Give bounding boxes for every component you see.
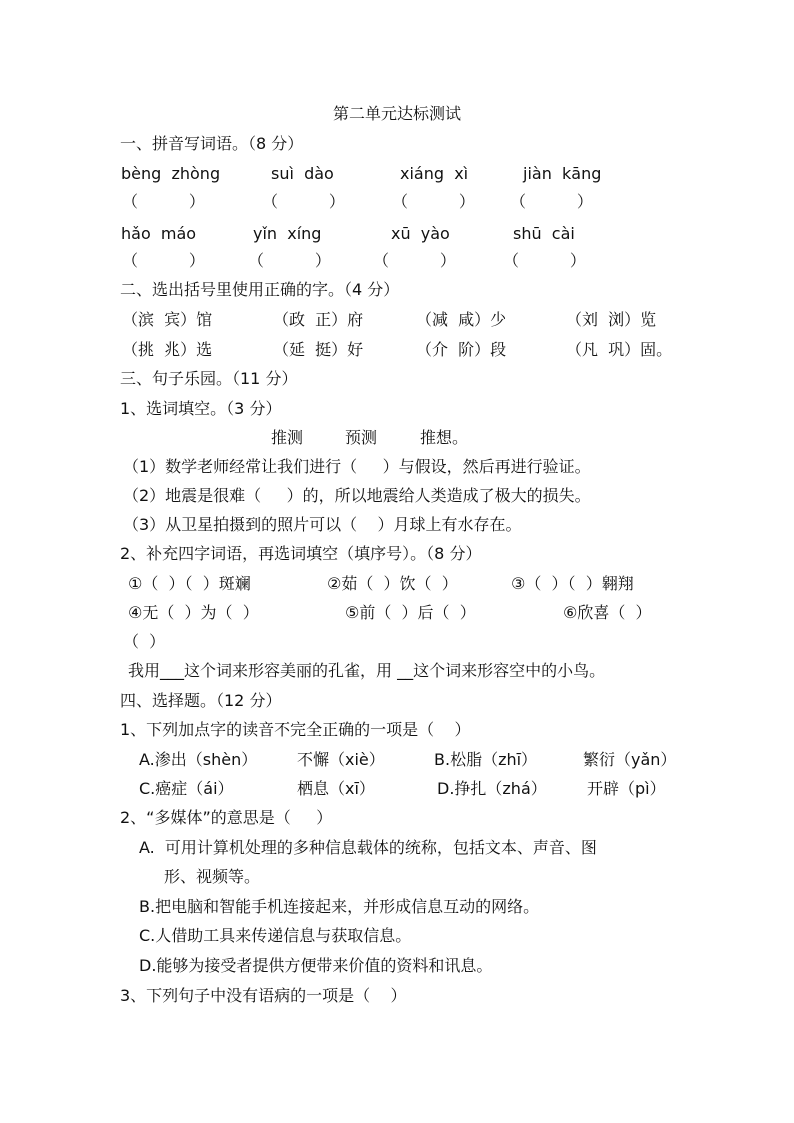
fill-sentence[interactable]: 我用___这个词来形容美丽的孔雀，用 __这个词来形容空中的小鸟。 bbox=[128, 661, 606, 680]
fill-sentence[interactable]: （3）从卫星拍摄到的照片可以（ ）月球上有水存在。 bbox=[123, 515, 522, 534]
char-choice[interactable]: （延 挺）好 bbox=[273, 340, 364, 359]
choice-option[interactable]: D.能够为接受者提供方便带来价值的资料和讯息。 bbox=[139, 956, 493, 975]
idiom-item[interactable]: （ ） bbox=[123, 632, 166, 651]
word-option: 推想。 bbox=[420, 428, 469, 447]
section2-heading: 二、选出括号里使用正确的字。（4 分） bbox=[120, 280, 400, 299]
idiom-item[interactable]: ①（ ）（ ）斑斓 bbox=[128, 574, 251, 593]
choice-option[interactable]: C.癌症（ái） bbox=[139, 779, 234, 798]
page-title: 第二单元达标测试 bbox=[332, 104, 461, 123]
question-1: 1、下列加点字的读音不完全正确的一项是（ ） bbox=[120, 720, 471, 739]
section4-heading: 四、选择题。（12 分） bbox=[120, 691, 282, 710]
fill-sentence[interactable]: （2）地震是很难（ ）的，所以地震给人类造成了极大的损失。 bbox=[123, 486, 591, 505]
answer-bracket[interactable]: （ ） bbox=[503, 251, 586, 270]
pinyin-3: xiáng xì bbox=[400, 164, 469, 183]
choice-option[interactable]: A. 可用计算机处理的多种信息载体的统称，包括文本、声音、图 bbox=[139, 838, 597, 857]
q1-heading: 1、选词填空。（3 分） bbox=[120, 399, 282, 418]
char-choice[interactable]: （介 阶）段 bbox=[416, 340, 507, 359]
char-choice[interactable]: （刘 浏）览 bbox=[566, 310, 657, 329]
choice-option[interactable]: 开辟（pì） bbox=[587, 779, 666, 798]
choice-option[interactable]: 繁衍（yǎn） bbox=[583, 750, 677, 769]
pinyin-2: suì dào bbox=[271, 164, 334, 183]
char-choice[interactable]: （政 正）府 bbox=[273, 310, 364, 329]
choice-option[interactable]: 栖息（xī） bbox=[297, 779, 375, 798]
idiom-item[interactable]: ②茹（ ）饮（ ） bbox=[327, 574, 458, 593]
choice-option-continued: 形、视频等。 bbox=[164, 867, 261, 886]
pinyin-4: jiàn kāng bbox=[523, 164, 602, 183]
answer-bracket[interactable]: （ ） bbox=[510, 192, 593, 211]
char-choice[interactable]: （挑 兆）选 bbox=[122, 340, 213, 359]
char-choice[interactable]: （滨 宾）馆 bbox=[122, 310, 213, 329]
section1-heading: 一、拼音写词语。（8 分） bbox=[120, 134, 304, 153]
q2-heading: 2、补充四字词语，再选词填空（填序号）。（8 分） bbox=[120, 544, 482, 563]
pinyin-1: bèng zhòng bbox=[121, 164, 221, 183]
section3-heading: 三、句子乐园。（11 分） bbox=[120, 369, 298, 388]
char-choice[interactable]: （凡 巩）固。 bbox=[566, 340, 673, 359]
answer-bracket[interactable]: （ ） bbox=[122, 251, 205, 270]
word-option: 推测 bbox=[271, 428, 304, 447]
question-3: 3、下列句子中没有语病的一项是（ ） bbox=[120, 986, 407, 1005]
char-choice[interactable]: （减 咸）少 bbox=[416, 310, 507, 329]
idiom-item[interactable]: ③（ ）（ ）翱翔 bbox=[511, 574, 634, 593]
answer-bracket[interactable]: （ ） bbox=[392, 192, 475, 211]
choice-option[interactable]: B.松脂（zhī） bbox=[434, 750, 538, 769]
idiom-item[interactable]: ⑤前（ ）后（ ） bbox=[345, 603, 476, 622]
choice-option[interactable]: B.把电脑和智能手机连接起来，并形成信息互动的网络。 bbox=[139, 897, 540, 916]
pinyin-8: shū cài bbox=[513, 224, 575, 243]
choice-option[interactable]: C.人借助工具来传递信息与获取信息。 bbox=[139, 926, 412, 945]
question-2: 2、“多媒体”的意思是（ ） bbox=[120, 808, 333, 827]
choice-option[interactable]: 不懈（xiè） bbox=[297, 750, 385, 769]
word-option: 预测 bbox=[345, 428, 378, 447]
idiom-item[interactable]: ④无（ ）为（ ） bbox=[128, 603, 259, 622]
pinyin-5: hǎo máo bbox=[121, 224, 197, 243]
answer-bracket[interactable]: （ ） bbox=[373, 251, 456, 270]
fill-sentence[interactable]: （1）数学老师经常让我们进行（ ）与假设，然后再进行验证。 bbox=[123, 457, 591, 476]
idiom-item[interactable]: ⑥欣喜（ ） bbox=[563, 603, 652, 622]
answer-bracket[interactable]: （ ） bbox=[248, 251, 331, 270]
pinyin-6: yǐn xíng bbox=[253, 224, 322, 243]
choice-option[interactable]: D.挣扎（zhá） bbox=[437, 779, 547, 798]
pinyin-7: xū yào bbox=[391, 224, 450, 243]
answer-bracket[interactable]: （ ） bbox=[262, 192, 345, 211]
answer-bracket[interactable]: （ ） bbox=[122, 192, 205, 211]
choice-option[interactable]: A.渗出（shèn） bbox=[139, 750, 258, 769]
